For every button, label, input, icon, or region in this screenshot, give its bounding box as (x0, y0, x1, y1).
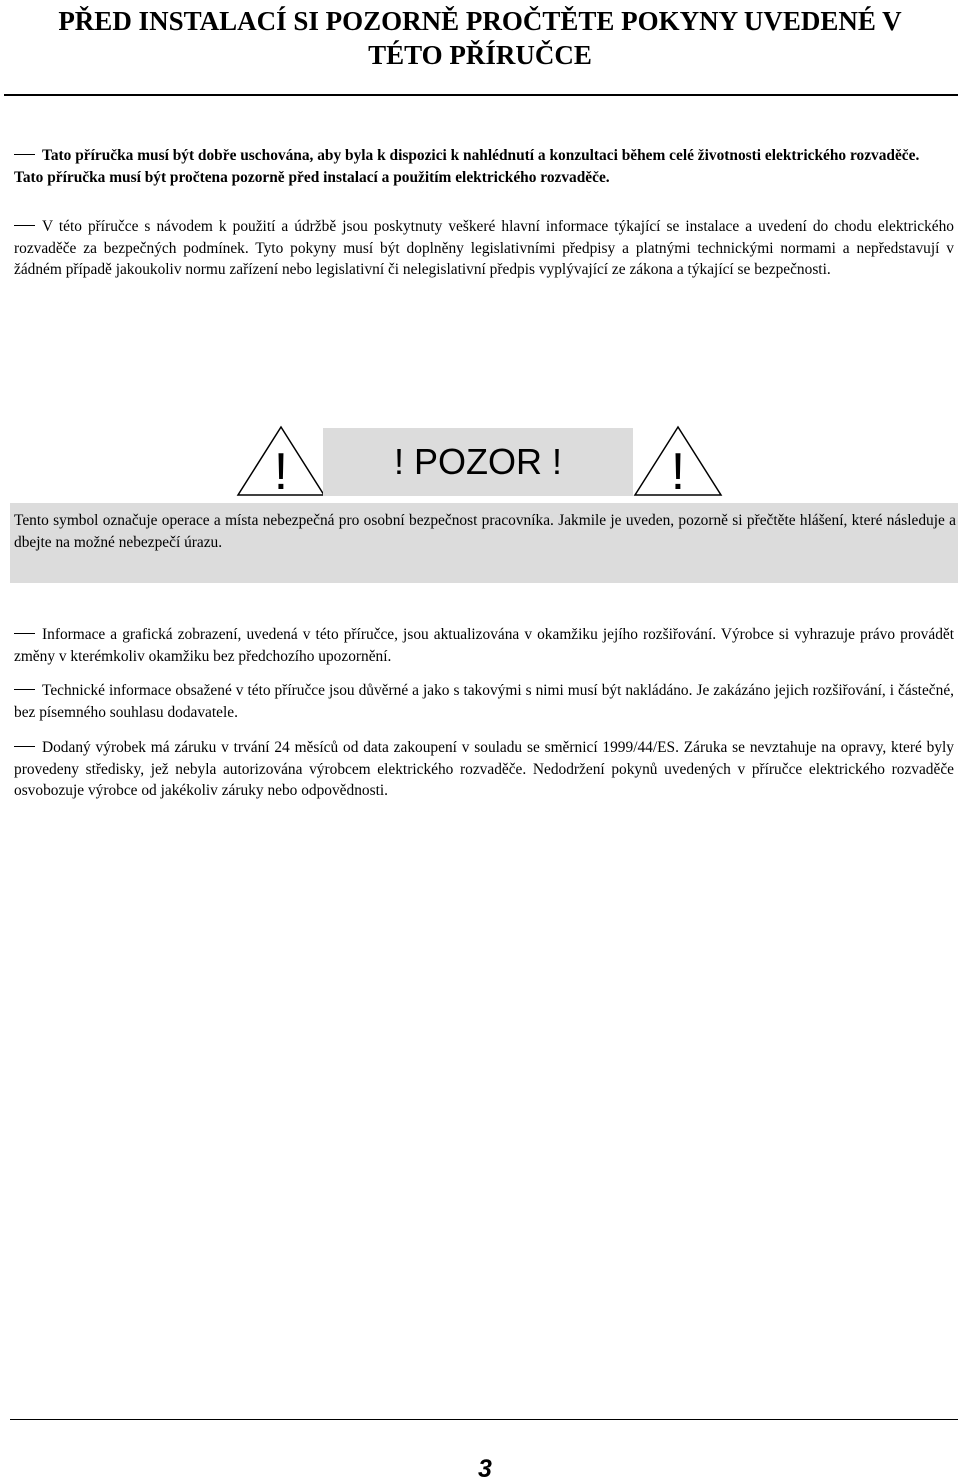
note-2-text: Technické informace obsažené v této příručce jsou důvěrné a jako s takovými s nimi musí být nakládáno. Je zakázáno jejich rozšiřování, i částečné, bez písemného souhlasu dodavatele. (14, 682, 954, 721)
bullet-dash (14, 746, 35, 747)
warning-label-box (323, 428, 633, 496)
warning-exclamation: ! (670, 443, 686, 497)
warning-label: ! POZOR ! (393, 441, 562, 482)
warning-description (10, 503, 958, 583)
bullet-dash (14, 689, 35, 690)
warning-text: Tento symbol označuje operace a místa nebezpečná pro osobní bezpečnost pracovníka. Jakmile je uveden, pozorně si přečtěte hlášení, které následuje a dbejte na možné nebezpečí úrazu. (14, 512, 956, 551)
intro-p2-text: V této příručce s návodem k použití a údržbě jsou poskytnuty veškeré hlavní informace týkající se instalace a uvedení do chodu elektrického rozvaděče za bezpečných podmínek. Tyto pokyny musí být doplněny legislativními předpisy a platnými technickými normami a nepředstavují v žádném případě jakoukoliv normu zařízení nebo legislativní či nelegislativní předpis vyplývající ze zákona a týkající se bezpečnosti. (14, 218, 954, 279)
intro-paragraph-2 (14, 216, 954, 281)
warning-triangle-icon (236, 425, 326, 497)
page-title-line-2: TÉTO PŘÍRUČCE (368, 40, 592, 70)
note-paragraph-1 (14, 624, 954, 667)
note-paragraph-3 (14, 737, 954, 802)
header-divider (4, 94, 958, 96)
note-paragraph-2 (14, 680, 954, 723)
note-3-text: Dodaný výrobek má záruku v trvání 24 měsíců od data zakoupení v souladu se směrnicí 1999/44/ES. Záruka se nevztahuje na opravy, které byly provedeny středisky, jež nebyla autorizována výrobcem elektrického rozvaděče. Nedodržení pokynů uvedených v příručce elektrického rozvaděče osvobozuje výrobce od jakékoliv záruky nebo odpovědnosti. (14, 739, 954, 800)
intro-p1-line1: Tato příručka musí být dobře uschována, aby byla k dispozici k nahlédnutí a konzultaci během celé životnosti elektrického rozvaděče. (42, 147, 920, 164)
intro-paragraph-1 (14, 145, 954, 188)
note-1-text: Informace a grafická zobrazení, uvedená v této příručce, jsou aktualizována v okamžiku jejího rozšiřování. Výrobce si vyhrazuje právo provádět změny v kterémkoliv okamžiku bez předchozího upozornění. (14, 626, 954, 665)
footer-divider (10, 1419, 958, 1420)
bullet-dash (14, 225, 35, 226)
bullet-dash (14, 633, 35, 634)
bullet-dash (14, 154, 35, 155)
page-title (0, 4, 960, 72)
intro-p1-line2: Tato příručka musí být pročtena pozorně před instalací a použitím elektrického rozvaděče. (14, 168, 610, 186)
page-number: 3 (478, 1455, 492, 1483)
page-title-line-1: PŘED INSTALACÍ SI POZORNĚ PROČTĚTE POKYNY UVEDENÉ V (58, 6, 902, 36)
warning-exclamation: ! (273, 443, 289, 497)
warning-triangle-icon (633, 425, 723, 497)
